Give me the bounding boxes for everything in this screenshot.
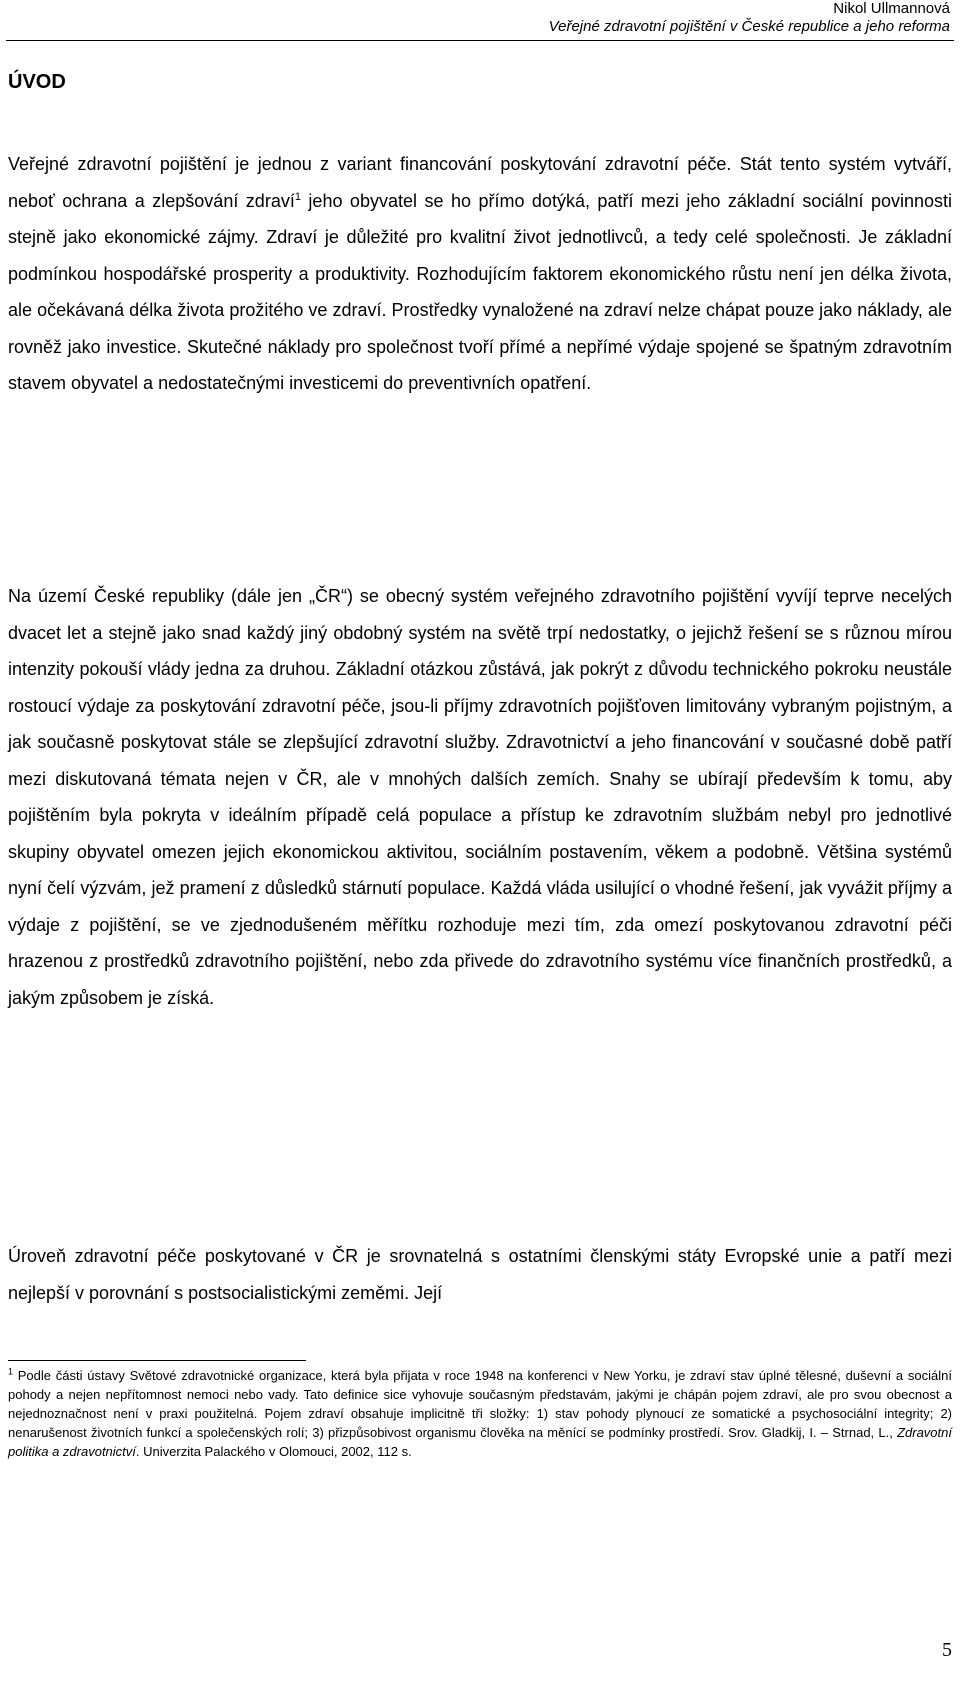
header-document-title: Veřejné zdravotní pojištění v České republice a jeho reforma [548, 18, 950, 35]
running-header [549, 0, 950, 36]
paragraph-intro-text-b: jeho obyvatel se ho přímo dotýká, patří mezi jeho základní sociální povinnosti stejně jako ekonomické zájmy. Zdraví je důležité pro kvalitní život jednotlivců, a tedy celé společnosti. Je základní podmínkou hospodářské prosperity a produktivity. Rozhodujícím faktorem ekonomického růstu není jen délka života, ale očekávaná délka života prožitého ve zdraví. Prostředky vynaložené na zdraví nelze chápat pouze jako náklady, ale rovněž jako investice. Skutečné náklady pro společnost tvoří přímé a nepřímé výdaje spojené se špatným zdravotním stavem obyvatel a nedostatečnými investicemi do preventivních opatření. [8, 190, 952, 393]
footnote-text-b: . Univerzita Palackého v Olomouci, 2002, 112 s. [135, 1444, 412, 1459]
page-number: 5 [942, 1639, 952, 1661]
paragraph-care-level: Úroveň zdravotní péče poskytované v ČR je srovnatelná s ostatními členskými státy Evropské unie a patří mezi nejlepší v porovnání s postsocialistickými zeměmi. Její [8, 1246, 952, 1303]
paragraph-intro [8, 146, 952, 402]
header-author: Nikol Ullmannová [833, 0, 950, 17]
footnote-reference: 1 [294, 190, 301, 203]
footnote-text-a: Podle části ústavy Světové zdravotnické organizace, která byla přijata v roce 1948 na konferenci v New Yorku, je zdraví stav úplné tělesné, duševní a sociální pohody a nejen nepřítomnost nemoci nebo vady. Tato definice sice vyhovuje současným představám, jakými je chápán pojem zdraví, ale pro svou obecnost a nejednoznačnost není v praxi použitelná. Pojem zdraví obsahuje implicitně tři složky: 1) stav pohody plynoucí ze somatické a psychosociální integrity; 2) nenarušenost životních funkcí a společenských rolí; 3) přizpůsobivost organismu člověka na měnící se podmínky prostředí. Srov. Gladkij, I. – Strnad, L., [8, 1368, 952, 1440]
paragraph-intro-text-a: Veřejné zdravotní pojištění je jednou z variant financování poskytování zdravotní péče. Stát tento systém vytváří, neboť ochrana a zlepšování zdraví [8, 154, 952, 211]
footnote-number: 1 [8, 1366, 14, 1377]
footnote [8, 1366, 952, 1461]
section-heading: ÚVOD [8, 71, 66, 93]
footnote-separator [8, 1360, 306, 1361]
footnote-cited-title: Zdravotní politika a zdravotnictví [8, 1425, 952, 1459]
paragraph-czech-system: Na území České republiky (dále jen „ČR“) se obecný systém veřejného zdravotního pojištění vyvíjí teprve necelých dvacet let a stejně jako snad každý jiný obdobný systém na světě trpí nedostatky, o jejichž řešení se s různou mírou intenzity pokouší vlády jedna za druhou. Základní otázkou zůstává, jak pokrýt z důvodu technického pokroku neustále rostoucí výdaje za poskytování zdravotní péče, jsou-li příjmy zdravotních pojišťoven limitovány vybraným pojistným, a jak současně poskytovat stále se zlepšující zdravotní služby. Zdravotnictví a jeho financování v současné době patří mezi diskutovaná témata nejen v ČR, ale v mnohých dalších zemích. Snahy se ubírají především k tomu, aby pojištěním byla pokryta v ideálním případě celá populace a přístup ke zdravotním službám nebyl pro jednotlivé skupiny obyvatel omezen jejich ekonomickou aktivitou, sociálním postavením, věkem a podobně. Většina systémů nyní čelí výzvám, jež pramení z důsledků stárnutí populace. Každá vláda usilující o vhodné řešení, jak vyvážit příjmy a výdaje z pojištění, se ve zjednodušeném měřítku rozhoduje mezi tím, zda omezí poskytovanou zdravotní péči hrazenou z prostředků zdravotního pojištění, nebo zda přivede do zdravotního systému více finančních prostředků, a jakým způsobem je získá. [8, 586, 952, 1008]
header-rule [6, 40, 954, 41]
